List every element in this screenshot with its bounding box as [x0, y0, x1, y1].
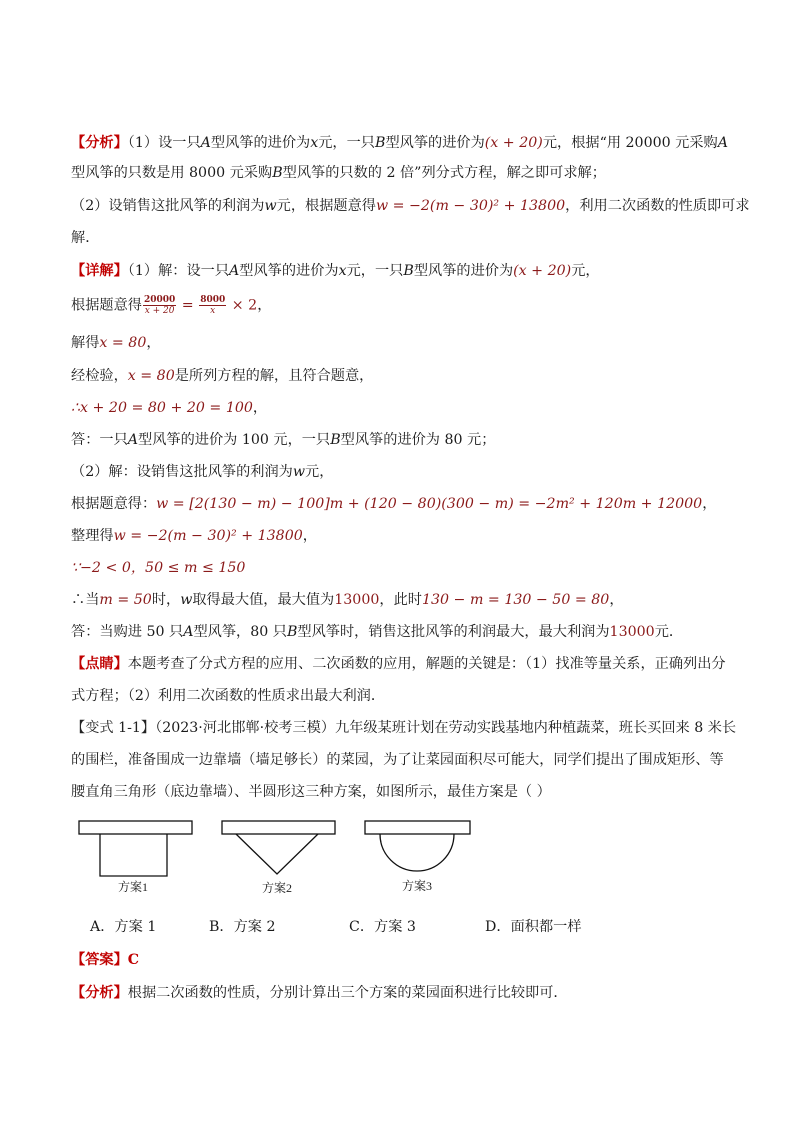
math-value: 13000	[609, 624, 655, 640]
text: 根据题意得：	[71, 496, 157, 512]
text: 是所列方程的解，且符合题意，	[174, 368, 374, 384]
equals-sign: =	[177, 297, 199, 314]
detail-line-6	[71, 430, 731, 450]
text: 解．	[71, 230, 100, 246]
var-B: B	[375, 135, 386, 151]
math-expr: w = −2(m − 30)² + 13800	[375, 198, 566, 214]
comment-line-1	[71, 654, 731, 674]
math-expr: × 2	[227, 297, 258, 314]
math-expr: w = −2(m − 30)² + 13800	[113, 528, 303, 544]
text: ，	[146, 335, 161, 351]
text: 根据二次函数的性质，分别计算出三个方案的菜园面积进行比较即可．	[127, 985, 568, 1001]
analysis-line-3	[71, 196, 750, 216]
text: ，	[702, 496, 717, 512]
text: 型风筝的进价为 80 元；	[340, 432, 496, 448]
detail-line-4	[71, 366, 731, 386]
plan-1-caption: 方案1	[117, 880, 149, 894]
text: 答：一只	[71, 432, 128, 448]
analysis-line-4	[71, 228, 731, 248]
analysis-tag: 【分析】	[71, 135, 128, 151]
text: 解得	[71, 335, 100, 351]
text: （1）设一只	[127, 135, 201, 151]
analysis-line-2	[71, 163, 731, 183]
detail-line-2	[71, 295, 731, 316]
option-c[interactable]: C．方案 3	[349, 919, 416, 935]
rectangle-fence	[100, 834, 167, 876]
analysis2-line	[71, 983, 731, 1003]
var-A: A	[127, 432, 139, 448]
text: 元，一只	[318, 135, 375, 151]
var-B: B	[286, 624, 298, 640]
text: 型风筝，80 只	[193, 624, 287, 640]
numerator: 8000	[200, 295, 226, 305]
text: ，利用二次函数的性质即可求	[565, 198, 750, 214]
denominator: x	[210, 306, 216, 316]
var-A: A	[229, 263, 240, 279]
math-value: 13000	[334, 592, 380, 608]
text: 腰直角三角形（底边靠墙）、半圆形这三种方案，如图所示，最佳方案是（ ）	[71, 784, 551, 800]
math-expr: (x + 20)	[513, 263, 572, 279]
text: 元，	[305, 464, 334, 480]
detail-line-3	[71, 333, 731, 353]
var-A: A	[717, 135, 728, 151]
variant-tag: 【变式 1-1】	[71, 720, 156, 736]
math-expr: w = [2(130 − m) − 100]m + (120 − 80)(300 − m) = −2m² + 120m + 12000	[156, 496, 703, 512]
text: ，	[302, 528, 317, 544]
var-B: B	[403, 263, 414, 279]
var-A: A	[183, 624, 194, 640]
text: 元．	[654, 624, 684, 640]
text: ，此时	[379, 592, 422, 608]
text: 元，一只	[346, 263, 404, 279]
var-x: x	[310, 135, 319, 151]
wall-rect-2	[222, 821, 335, 834]
plan-1-figure	[79, 821, 192, 894]
var-x: x	[338, 263, 347, 279]
fraction-2	[199, 295, 226, 316]
text: 型风筝的只数的 2 倍”列分式方程，解之即可求解；	[282, 165, 606, 181]
text: 根据题意得	[71, 297, 142, 314]
detail-line-8	[71, 494, 731, 514]
text: 型风筝的只数是用 8000 元采购	[71, 165, 273, 181]
text: 型风筝的进价为 100 元，一只	[138, 432, 331, 448]
math-expr: x = 80	[127, 368, 175, 384]
text: 式方程；（2）利用二次函数的性质求出最大利润．	[71, 688, 386, 704]
answer-tag: 【答案】	[71, 952, 128, 968]
text: 本题考查了分式方程的应用、二次函数的应用，解题的关键是：（1）找准等量关系，正确列出分	[127, 656, 726, 672]
text: 元，根据“用 20000 元采购	[542, 135, 718, 151]
semicircle-fence	[380, 834, 454, 871]
math-expr: (x + 20)	[484, 135, 543, 151]
plan-2-caption: 方案2	[261, 881, 293, 895]
detail-line-1	[71, 261, 731, 281]
option-b[interactable]: B．方案 2	[209, 919, 276, 935]
math-expr: ∴x + 20 = 80 + 20 = 100	[71, 400, 253, 416]
text: 整理得	[71, 528, 114, 544]
var-B: B	[330, 432, 341, 448]
text: ，	[609, 592, 624, 608]
plan-3-caption: 方案3	[401, 879, 433, 893]
math-expr: ∵−2 < 0，50 ≤ m ≤ 150	[71, 560, 246, 576]
text: 元，根据题意得	[276, 198, 376, 214]
numerator: 20000	[143, 295, 176, 305]
var-w: w	[180, 592, 193, 608]
var-B: B	[272, 165, 283, 181]
wall-rect-1	[79, 821, 192, 834]
comment-tag: 【点睛】	[71, 656, 128, 672]
analysis-line-1	[71, 133, 731, 153]
math-expr: x = 80	[99, 335, 147, 351]
variant-line-2	[71, 750, 731, 770]
text: 型风筝时，销售这批风筝的利润最大，最大利润为	[297, 624, 610, 640]
plan-3-figure	[365, 821, 470, 893]
text: 答：当购进 50 只	[71, 624, 184, 640]
text: 型风筝的进价为	[239, 263, 339, 279]
variant-line-3	[71, 782, 731, 802]
detail-line-10	[71, 558, 731, 578]
analysis2-tag: 【分析】	[71, 985, 128, 1001]
denominator: x + 20	[144, 306, 175, 316]
detail-line-12	[71, 622, 731, 642]
math-expr: m = 50	[99, 592, 152, 608]
var-A: A	[200, 135, 211, 151]
text: 时，	[151, 592, 181, 608]
triangle-fence	[236, 834, 318, 874]
detail-tag: 【详解】	[71, 263, 128, 279]
option-d[interactable]: D．面积都一样	[485, 919, 582, 935]
detail-line-9	[71, 526, 731, 546]
text: 型风筝的进价为	[385, 135, 485, 151]
plan-2-figure	[222, 821, 335, 895]
math-expr: 130 − m = 130 − 50 = 80	[421, 592, 610, 608]
detail-line-7	[71, 462, 731, 482]
var-w: w	[264, 198, 277, 214]
fence-plans-diagram	[76, 818, 496, 898]
answer-line	[71, 950, 731, 970]
text: ，	[252, 400, 268, 416]
fraction-1	[143, 295, 176, 316]
text: 型风筝的进价为	[210, 135, 311, 151]
detail-line-5	[71, 398, 731, 418]
wall-rect-3	[365, 821, 470, 834]
text: 的围栏，准备围成一边靠墙（墙足够长）的菜园，为了让菜园面积尽可能大，同学们提出了围成矩形、等	[71, 752, 724, 768]
detail-line-11	[71, 590, 731, 610]
answer-value: C	[127, 952, 140, 968]
text: 型风筝的进价为	[413, 263, 514, 279]
option-a[interactable]: A．方案 1	[90, 919, 157, 935]
text: ，	[257, 297, 272, 314]
var-w: w	[292, 464, 305, 480]
text: 取得最大值，最大值为	[192, 592, 335, 608]
text: （2023·河北邯郸·校考三模）九年级某班计划在劳动实践基地内种植蔬菜，班长买回来 8 米长	[155, 720, 737, 736]
text: （1）解：设一只	[127, 263, 230, 279]
text: 经检验，	[71, 368, 128, 384]
text: （2）解：设销售这批风筝的利润为	[71, 464, 293, 480]
text: （2）设销售这批风筝的利润为	[71, 198, 265, 214]
text: 元，	[571, 263, 600, 279]
comment-line-2	[71, 686, 731, 706]
text: ∴当	[71, 592, 100, 608]
variant-line-1	[71, 718, 737, 738]
